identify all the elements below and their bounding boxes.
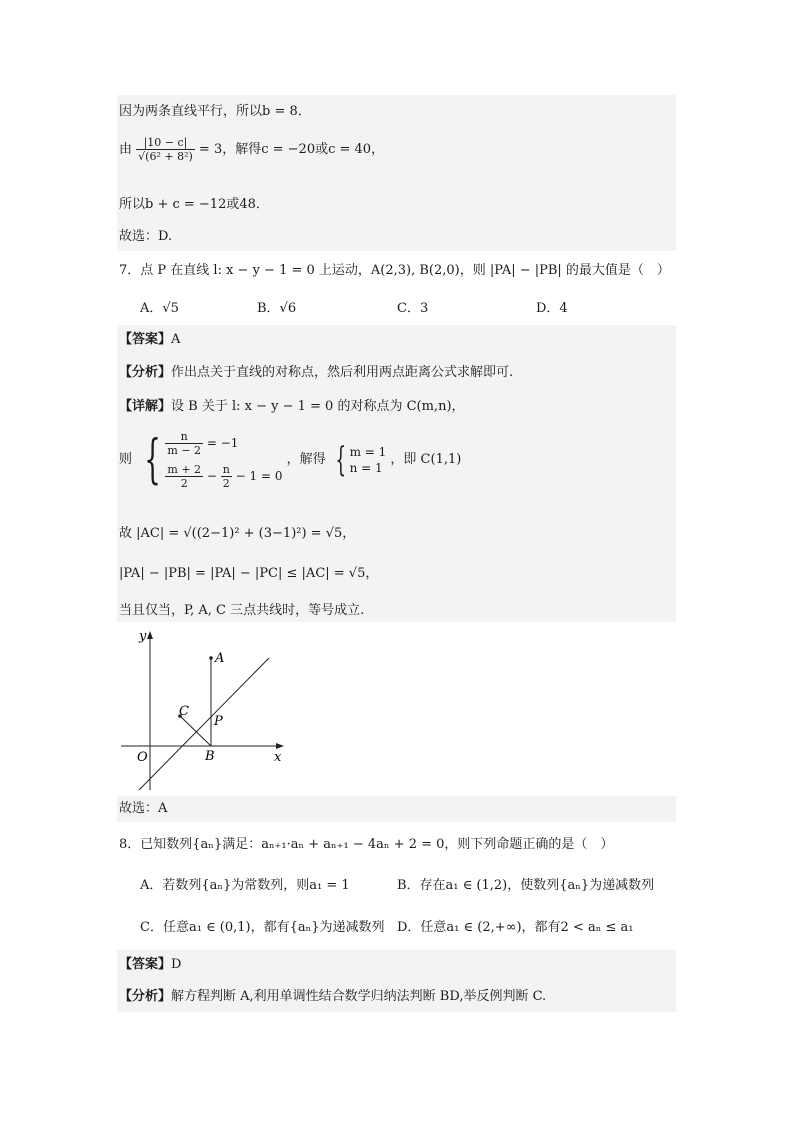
q7-system xyxy=(119,430,461,510)
point-a xyxy=(209,656,213,660)
q7-option-b: B．√6 xyxy=(257,301,297,316)
q7-eq2-rhs: − 1 = 0 xyxy=(235,469,283,483)
q7-eq2-fraction-1 xyxy=(165,463,203,490)
prev-fraction-num: |10 − c| xyxy=(136,136,195,150)
q7-eq2-den-2: 2 xyxy=(222,477,230,490)
q7-eq1-den: m − 2 xyxy=(167,444,202,457)
q7-eq2-num-1: m + 2 xyxy=(167,463,202,476)
q8-answer xyxy=(119,956,181,974)
q7-system-pre: 则 xyxy=(119,452,133,467)
prev-line-2-pre: 由 xyxy=(119,142,133,157)
q7-analysis xyxy=(119,364,513,382)
q7-option-d: D．4 xyxy=(536,301,568,316)
q7-answer xyxy=(119,331,180,349)
prev-line-4: 故选：D. xyxy=(119,229,173,244)
label-c: C xyxy=(179,704,189,719)
left-brace: { xyxy=(144,430,161,490)
q7-answer-value: A xyxy=(171,332,181,347)
prev-fraction-den: √(6² + 8²) xyxy=(138,150,193,163)
q8-answer-tag: 【答案】 xyxy=(119,957,172,972)
q7-system-post: ，即 C(1,1) xyxy=(390,452,462,467)
q8-analysis-text: 解方程判断 A,利用单调性结合数学归纳法判断 BD,举反例判断 C. xyxy=(171,989,547,1004)
label-o: O xyxy=(137,750,148,765)
q7-system-mid: ，解得 xyxy=(286,452,326,467)
q7-eq2-fraction-2 xyxy=(221,463,232,490)
q7-answer-tag: 【答案】 xyxy=(119,332,172,347)
q7-analysis-text: 作出点关于直线的对称点，然后利用两点距离公式求解即可. xyxy=(171,365,514,380)
label-b: B xyxy=(205,749,215,764)
q7-option-a: A．√5 xyxy=(140,301,179,316)
label-p: P xyxy=(214,714,223,729)
q7-system-equations xyxy=(165,430,282,490)
q7-stem: 7．点 P 在直线 l: x − y − 1 = 0 上运动，A(2,3), B(2,0)，则 |PA| − |PB| 的最大值是（ ） xyxy=(119,263,670,278)
prev-line-2-post: = 3，解得c = −20或c = 40， xyxy=(198,142,385,157)
q8-option-d: D．任意a₁ ∈ (2,+∞)，都有2 < aₙ ≤ a₁ xyxy=(397,920,634,935)
q8-analysis-tag: 【分析】 xyxy=(119,989,172,1004)
solution-brace: { xyxy=(335,440,347,480)
q8-stem: 8．已知数列{aₙ}满足：aₙ₊₁·aₙ + aₙ₊₁ − 4aₙ + 2 = 0，则下列命题正确的是（ ） xyxy=(119,837,614,852)
q7-detail-4: |PA| − |PB| = |PA| − |PC| ≤ |AC| = √5， xyxy=(119,566,379,581)
q7-detail-5: 当且仅当，P, A, C 三点共线时，等号成立. xyxy=(119,603,365,618)
q7-eq2-mid: − xyxy=(206,469,217,483)
q7-analysis-tag: 【分析】 xyxy=(119,365,172,380)
q8-option-c: C．任意a₁ ∈ (0,1)，都有{aₙ}为递减数列 xyxy=(140,920,385,935)
q7-figure xyxy=(119,628,285,792)
q8-analysis xyxy=(119,988,546,1006)
prev-line-2 xyxy=(119,136,384,163)
q7-equation-2 xyxy=(165,463,282,490)
q7-eq2-den-1: 2 xyxy=(180,477,188,490)
q7-detail-1-text: 设 B 关于 l: x − y − 1 = 0 的对称点为 C(m,n)， xyxy=(171,399,465,414)
q8-option-b: B．存在a₁ ∈ (1,2)，使数列{aₙ}为递减数列 xyxy=(397,878,655,893)
q8-answer-value: D xyxy=(171,957,182,972)
prev-line-1: 因为两条直线平行，所以b = 8． xyxy=(119,104,311,119)
q7-eq1-rhs: = −1 xyxy=(206,436,239,450)
q7-option-c: C．3 xyxy=(397,301,429,316)
label-x: x xyxy=(274,750,282,765)
q7-conclusion: 故选：A xyxy=(119,801,168,816)
q7-solution-1: m = 1 xyxy=(349,445,387,459)
prev-line-3: 所以b + c = −12或48． xyxy=(119,197,269,212)
q7-detail-tag: 【详解】 xyxy=(119,399,172,414)
label-y: y xyxy=(139,629,147,644)
q7-eq1-fraction xyxy=(165,430,203,457)
q7-solution-2: n = 1 xyxy=(349,461,383,475)
q8-option-a: A．若数列{aₙ}为常数列，则a₁ = 1 xyxy=(140,878,350,893)
q7-eq2-num-2: n xyxy=(222,463,230,476)
q7-solution xyxy=(350,444,387,476)
q7-detail-1 xyxy=(119,398,465,416)
q7-equation-1 xyxy=(165,430,282,457)
q7-detail-3: 故 |AC| = √((2−1)² + (3−1)²) = √5， xyxy=(119,526,356,541)
label-a: A xyxy=(215,651,225,666)
conclusion-band-q7 xyxy=(117,796,676,822)
prev-fraction xyxy=(136,136,195,163)
q7-eq1-num: n xyxy=(165,430,203,444)
